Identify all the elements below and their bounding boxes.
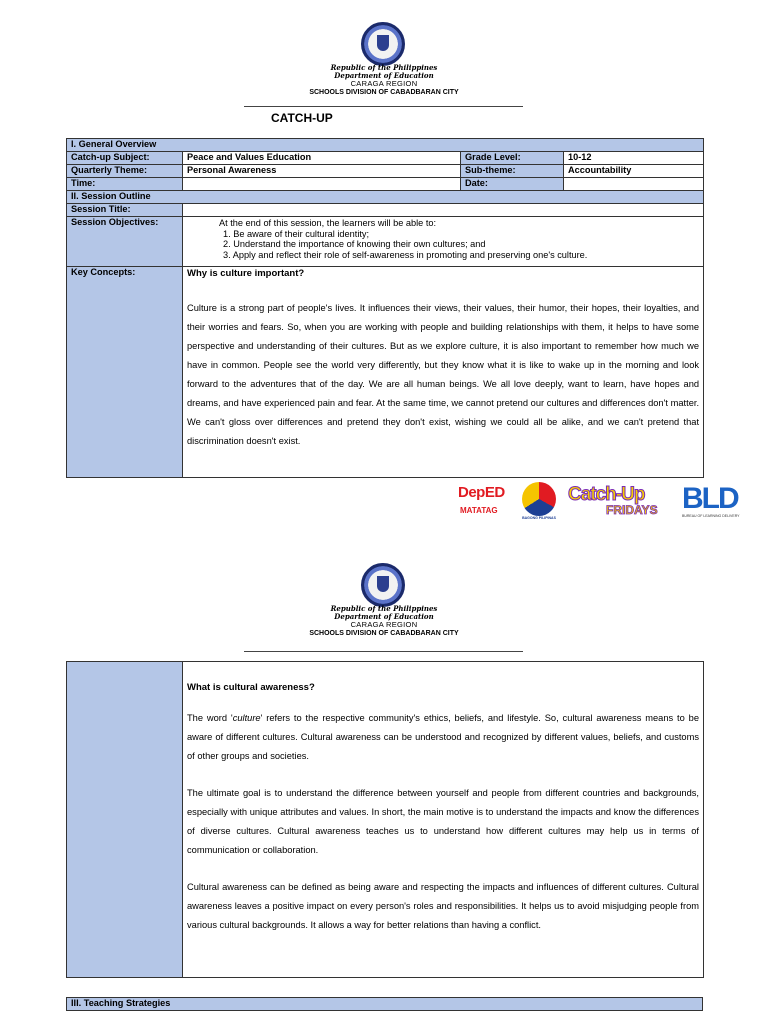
catch-up-fridays-logo <box>566 482 676 524</box>
key-concepts-cell <box>183 267 704 478</box>
partner-logos <box>456 482 746 524</box>
subject-label: Catch-up Subject: <box>67 152 183 165</box>
paragraph-2: The ultimate goal is to understand the difference between yourself and people from different countries and backgrounds, especially with unique attributes and values. In short, the main motive is to understand the impacts and know the differences of diverse cultures. Cultural awareness teaches us to understand how different cultures may help us in terms of communication or collaboration. <box>187 788 699 855</box>
cultural-awareness-table <box>66 661 704 978</box>
time-label: Time: <box>67 178 183 191</box>
key-concepts-label: Key Concepts: <box>67 267 183 478</box>
header-region: CARAGA REGION <box>350 79 418 88</box>
bagong-pilipinas-logo <box>516 482 562 524</box>
header-divider <box>244 651 523 652</box>
time-value <box>183 178 461 191</box>
header-region: CARAGA REGION <box>350 620 418 629</box>
letterhead <box>0 0 768 110</box>
key-paragraph: Culture is a strong part of people's lives. It influences their views, their values, their humor, their hopes, their loyalties, and their worries and fears. So, when you are working with people and building relationships with them, it helps to have some perspective and understanding of their cultures. But as we explore culture, it is also important to remember how much we have in common. People see the world very differently, but they know what it is like to wake up in the morning and look forward to the adventures that of the day. We are all human beings. We all love deeply, want to learn, have hopes and dreams, and have experienced pain and fear. At the same time, we cannot pretend our cultures and differences don't matter. We can't gloss over differences and pretend they don't exist, wishing we could all be alike, and we can't pretend that discrimination doesn't exist. <box>187 303 700 446</box>
grade-label: Grade Level: <box>461 152 564 165</box>
header-republic: Republic of the Philippines <box>330 63 438 72</box>
date-label: Date: <box>461 178 564 191</box>
label-cell-blank <box>67 662 183 978</box>
paragraph-1-rest: ' refers to the respective community's ethics, beliefs, and lifestyle. So, cultural awareness means to be aware of different cultures. Cultural awareness can be understood and recognized by different values, beliefs, and customs of other groups and societies. <box>187 713 699 761</box>
section-teaching-strategies: III. Teaching Strategies <box>67 998 703 1011</box>
paragraph-3: Cultural awareness can be defined as being aware and respecting the impacts and influences of different cultures. Cultural awareness leaves a positive impact on every person's roles and responsibilities. It helps us to avoid misjudging people from various cultural backgrounds. It allows a way for better relations than having a conflict. <box>187 882 699 930</box>
header-republic: Republic of the Philippines <box>330 604 438 613</box>
deped-logo-text-a: Dep <box>458 484 485 501</box>
subtheme-label: Sub-theme: <box>461 165 564 178</box>
section-session-outline: II. Session Outline <box>67 191 704 204</box>
grade-value: 10-12 <box>564 152 704 165</box>
bld-logo <box>682 482 746 524</box>
cultural-awareness-cell <box>183 662 704 978</box>
theme-label: Quarterly Theme: <box>67 165 183 178</box>
section-general-overview: I. General Overview <box>67 139 704 152</box>
subtheme-value: Accountability <box>564 165 704 178</box>
objective-item: 2. Understand the importance of knowing their own cultures; and <box>223 239 486 249</box>
header-division: SCHOOLS DIVISION OF CABADBARAN CITY <box>309 630 459 637</box>
objective-item: 1. Be aware of their cultural identity; <box>223 228 370 239</box>
subject-value: Peace and Values Education <box>183 152 461 165</box>
paragraph-1-emphasis: culture <box>232 713 261 723</box>
cultural-awareness-question: What is cultural awareness? <box>187 682 315 693</box>
session-title-label: Session Title: <box>67 204 183 217</box>
objectives-cell <box>183 217 704 267</box>
bagong-pilipinas-icon <box>522 482 556 516</box>
deped-seal-icon <box>361 22 405 66</box>
theme-value: Personal Awareness <box>183 165 461 178</box>
deped-seal-icon <box>361 563 405 607</box>
paragraph-1-lead: The word ' <box>187 713 233 723</box>
bld-logo-text-b: LD <box>701 482 738 515</box>
date-value <box>564 178 704 191</box>
bld-logo-subtext: BUREAU OF LEARNING DELIVERY <box>682 514 740 518</box>
header-division: SCHOOLS DIVISION OF CABADBARAN CITY <box>309 89 459 96</box>
session-title-value <box>183 204 704 217</box>
header-divider <box>244 106 523 107</box>
deped-logo-text-b: ED <box>484 484 505 501</box>
paragraph-1 <box>187 709 699 766</box>
bagong-pilipinas-text: BAGONG PILIPINAS <box>522 516 556 520</box>
objectives-label: Session Objectives: <box>67 217 183 267</box>
teaching-strategies-table <box>66 997 703 1011</box>
header-department: Department of Education <box>334 612 434 621</box>
fridays-logo-text: FRIDAYS <box>606 503 658 517</box>
matatag-logo-text: MATATAG <box>460 506 498 515</box>
objectives-intro: At the end of this session, the learners will be able to: <box>219 218 437 228</box>
key-question: Why is culture important? <box>187 268 305 279</box>
objective-item: 3. Apply and reflect their role of self-awareness in promoting and preserving one's culture. <box>223 249 588 260</box>
header-department: Department of Education <box>334 71 434 80</box>
catch-up-logo-text: Catch-Up <box>568 484 645 505</box>
overview-table <box>66 138 704 478</box>
document-title: CATCH-UP <box>271 111 333 125</box>
bld-logo-text-a: B <box>682 482 702 515</box>
deped-matatag-logo <box>456 482 512 524</box>
